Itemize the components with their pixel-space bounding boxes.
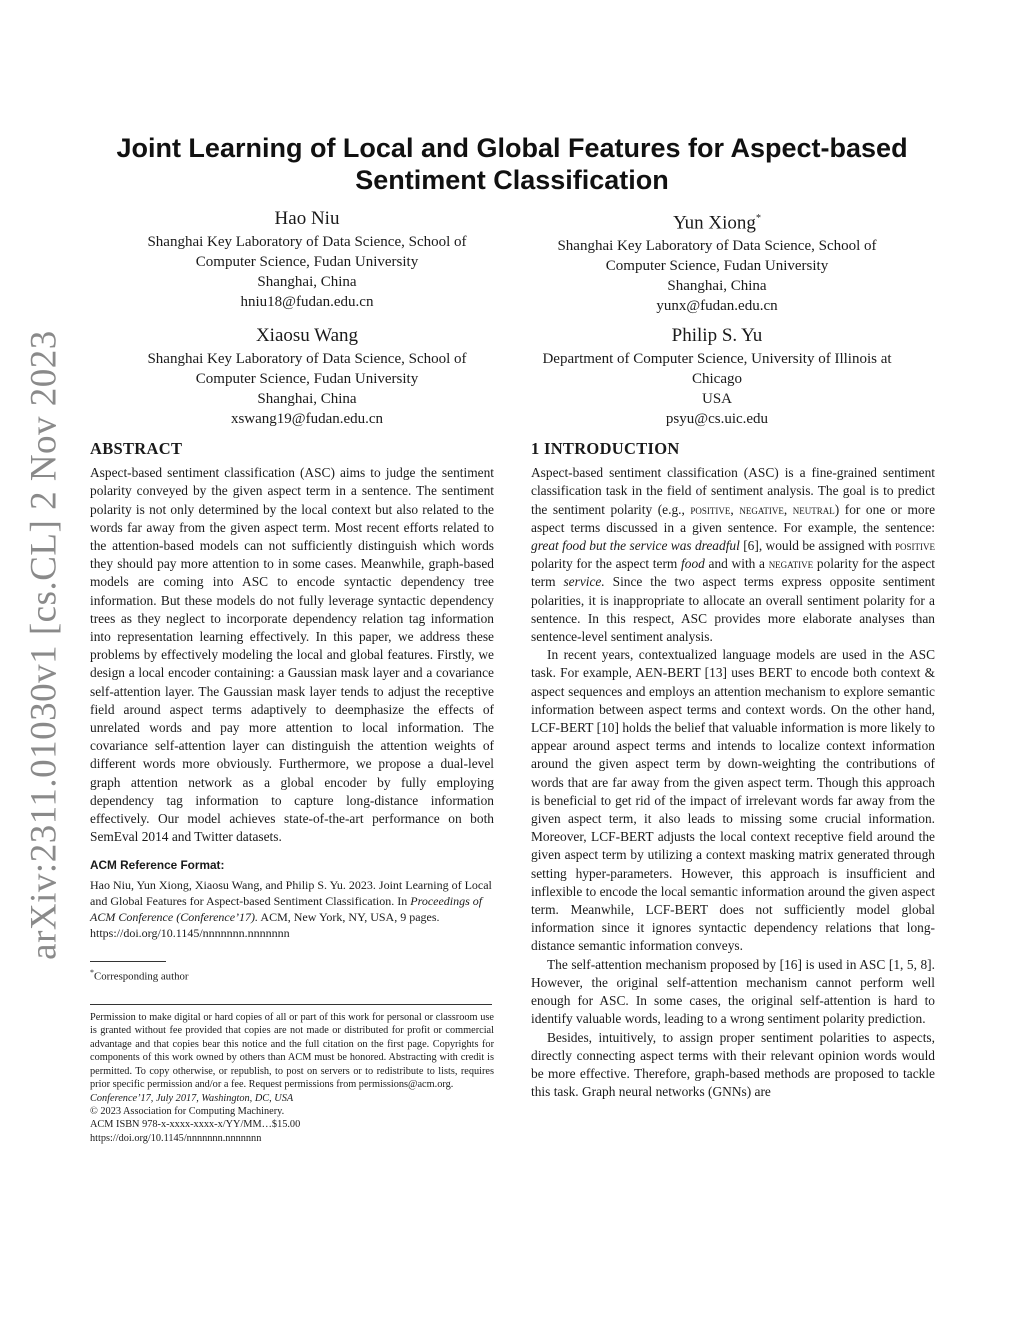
author-affiliation: Computer Science, Fudan University — [195, 254, 419, 270]
intro-paragraph: Besides, intuitively, to assign proper sentiment polarities to aspects, directly connecting aspect terms with their relevant opinion words would be more effective. Therefore, graph-based methods are proposed to tackle this task. Graph neural networks (GNNs) are — [531, 1029, 935, 1100]
author-location: Shanghai, China — [257, 274, 357, 290]
abstract-heading: ABSTRACT — [90, 439, 183, 458]
author-email: psyu@cs.uic.edu — [665, 411, 769, 427]
author-affiliation: Shanghai Key Laboratory of Data Science, School of — [147, 234, 467, 250]
author-email: xswang19@fudan.edu.cn — [230, 411, 384, 427]
doi-link[interactable]: https://doi.org/10.1145/nnnnnnn.nnnnnnn — [90, 1132, 262, 1144]
copyright-notice: © 2023 Association for Computing Machinery. — [90, 1105, 285, 1117]
author-location: USA — [701, 391, 732, 407]
author-affiliation: Computer Science, Fudan University — [195, 371, 419, 387]
left-column — [90, 440, 494, 1145]
author-email: yunx@fudan.edu.cn — [656, 298, 778, 315]
author-block — [112, 207, 502, 312]
author-name: Hao Niu — [274, 208, 340, 229]
arxiv-identifier: arXiv:2311.01030v1 [cs.CL] 2 Nov 2023 — [23, 330, 65, 960]
author-name: Yun Xiong — [673, 212, 756, 234]
intro-paragraph: The self-attention mechanism proposed by [16] is used in ASC [1, 5, 8]. However, the original self-attention mechanism cannot perform well enough for ASC. In some cases, the original self-attention is hard to identify valuable words, leading to a wrong sentiment polarity prediction. — [531, 956, 935, 1027]
author-location: Shanghai, China — [257, 391, 357, 407]
isbn: ACM ISBN 978-x-xxxx-xxxx-x/YY/MM…$15.00 — [90, 1119, 301, 1131]
introduction-heading: 1 INTRODUCTION — [531, 439, 680, 458]
acm-reference-text: Hao Niu, Yun Xiong, Xiaosu Wang, and Philip S. Yu. 2023. Joint Learning of Local and Global Features for Aspect-based Sentiment Classification. In Proceedings of ACM Conference (Conference’17). ACM, New York, NY, USA, 9 pages. https://doi.org/10.1145/nnnnnnn.nnnnnnn — [90, 877, 492, 941]
footnote-rule — [90, 961, 166, 962]
permission-notice: Permission to make digital or hard copies of all or part of this work for personal or classroom use is granted without fee provided that copies are not made or distributed for profit or commercial advantage and that copies bear this notice and the full citation on the first page. Copyrights for components of this work owned by others than ACM must be honored. Abstracting with credit is permitted. To copy otherwise, or republish, to post on servers or to redistribute to lists, requires prior specific permission and/or a fee. Request permissions from permissions@acm.org. — [90, 1012, 494, 1091]
acm-reference-heading: ACM Reference Format: — [90, 858, 225, 873]
intro-paragraph: Aspect-based sentiment classification (ASC) is a fine-grained sentiment classification task in the field of sentiment analysis. The goal is to predict the sentiment polarity (e.g., positive, negative, neutral) for one or more aspect terms discussed in a given sentence. For example, the sentence: great food but the service was dreadful [6], would be assigned with positive polarity for the aspect term food and with a negative polarity for the aspect term service. Since the two aspect terms express opposite sentiment polarities, it is inappropriate to allocate an overall sentiment polarity for a sentence. In this respect, ASC provides more elaborate analyses than sentence-level sentiment analysis. — [531, 465, 936, 645]
author-affiliation: Chicago — [692, 371, 742, 387]
title-line-2: Sentiment Classification — [355, 165, 669, 195]
title-line-1: Joint Learning of Local and Global Features for Aspect-based — [116, 133, 908, 163]
author-location: Shanghai, China — [667, 278, 767, 295]
intro-paragraph: In recent years, contextualized language models are used in the ASC task. For example, AEN-BERT [13] uses BERT to encode both context & aspect sequences and employs an attention mechanism to explore semantic information between aspect terms and context words. On the other hand, LCF-BERT [10] holds the belief that valuable information is more likely to appear around aspect terms and intends to localize context information around the given aspect term by down-weighting the contributions of words that are far away from the given aspect term. Though this approach is beneficial to get rid of the impact of irrelevant words far away from the given aspect term, it also leads to missing some crucial information. Moreover, LCF-BERT adjusts the local context receptive field around the given aspect term by utilizing a context masking matrix generated through setting hyper-parameters. However, this approach is insufficient and inflexible to encode the local semantic information around the given aspect term. Meanwhile, LCF-BERT does not sufficiently model global information since it ignores syntactic dependency relations that long-distance semantic information conveys. — [531, 647, 935, 954]
author-block — [522, 207, 912, 316]
abstract-text: Aspect-based sentiment classification (ASC) aims to judge the sentiment polarity conveyed by the given aspect term in a sentence. The sentiment polarity is not only determined by the local context but also related to the words far away from the given aspect term. Most recent efforts related to the attention-based models can not sufficiently distinguish which words they should pay more attention to in some cases. Meanwhile, graph-based models are coming into ASC to encode syntactic dependency tree information. But these models do not fully leverage syntactic dependency trees as they neglect to incorporate dependency relation tag information into representation learning effectively. In this paper, we address these problems by effectively modeling the local and global features. Firstly, we design a local encoder containing: a Gaussian mask layer and a covariance self-attention layer. The Gaussian mask layer tends to adjust the receptive field around aspect terms adaptively to deemphasize the effects of unrelated words and pay more attention to local information. The covariance self-attention layer can distinguish the attention weights of different words more obviously. Furthermore, we propose a dual-level graph attention network as a global encoder by fully employing dependency tag information to capture long-distance information effectively. Our model achieves state-of-the-art performance on both SemEval 2014 and Twitter datasets. — [90, 465, 494, 845]
corresponding-mark: * — [755, 213, 761, 224]
author-name: Philip S. Yu — [671, 325, 763, 346]
permission-rule — [90, 1004, 492, 1005]
author-name: Xiaosu Wang — [255, 325, 359, 346]
footnote: *Corresponding author — [90, 968, 189, 984]
author-block — [112, 324, 502, 429]
author-affiliation: Shanghai Key Laboratory of Data Science, School of — [557, 238, 877, 255]
paper-title — [90, 132, 934, 196]
author-affiliation: Department of Computer Science, University of Illinois at — [542, 351, 892, 367]
author-email: hniu18@fudan.edu.cn — [240, 294, 374, 310]
author-block — [510, 324, 924, 429]
conference-info: Conference’17, July 2017, Washington, DC, USA — [90, 1092, 294, 1104]
author-affiliation: Computer Science, Fudan University — [605, 258, 829, 275]
acm-reference-venue: Proceedings of ACM Conference (Conference’17). — [90, 893, 483, 925]
right-column — [531, 440, 935, 1101]
author-affiliation: Shanghai Key Laboratory of Data Science, School of — [147, 351, 467, 367]
